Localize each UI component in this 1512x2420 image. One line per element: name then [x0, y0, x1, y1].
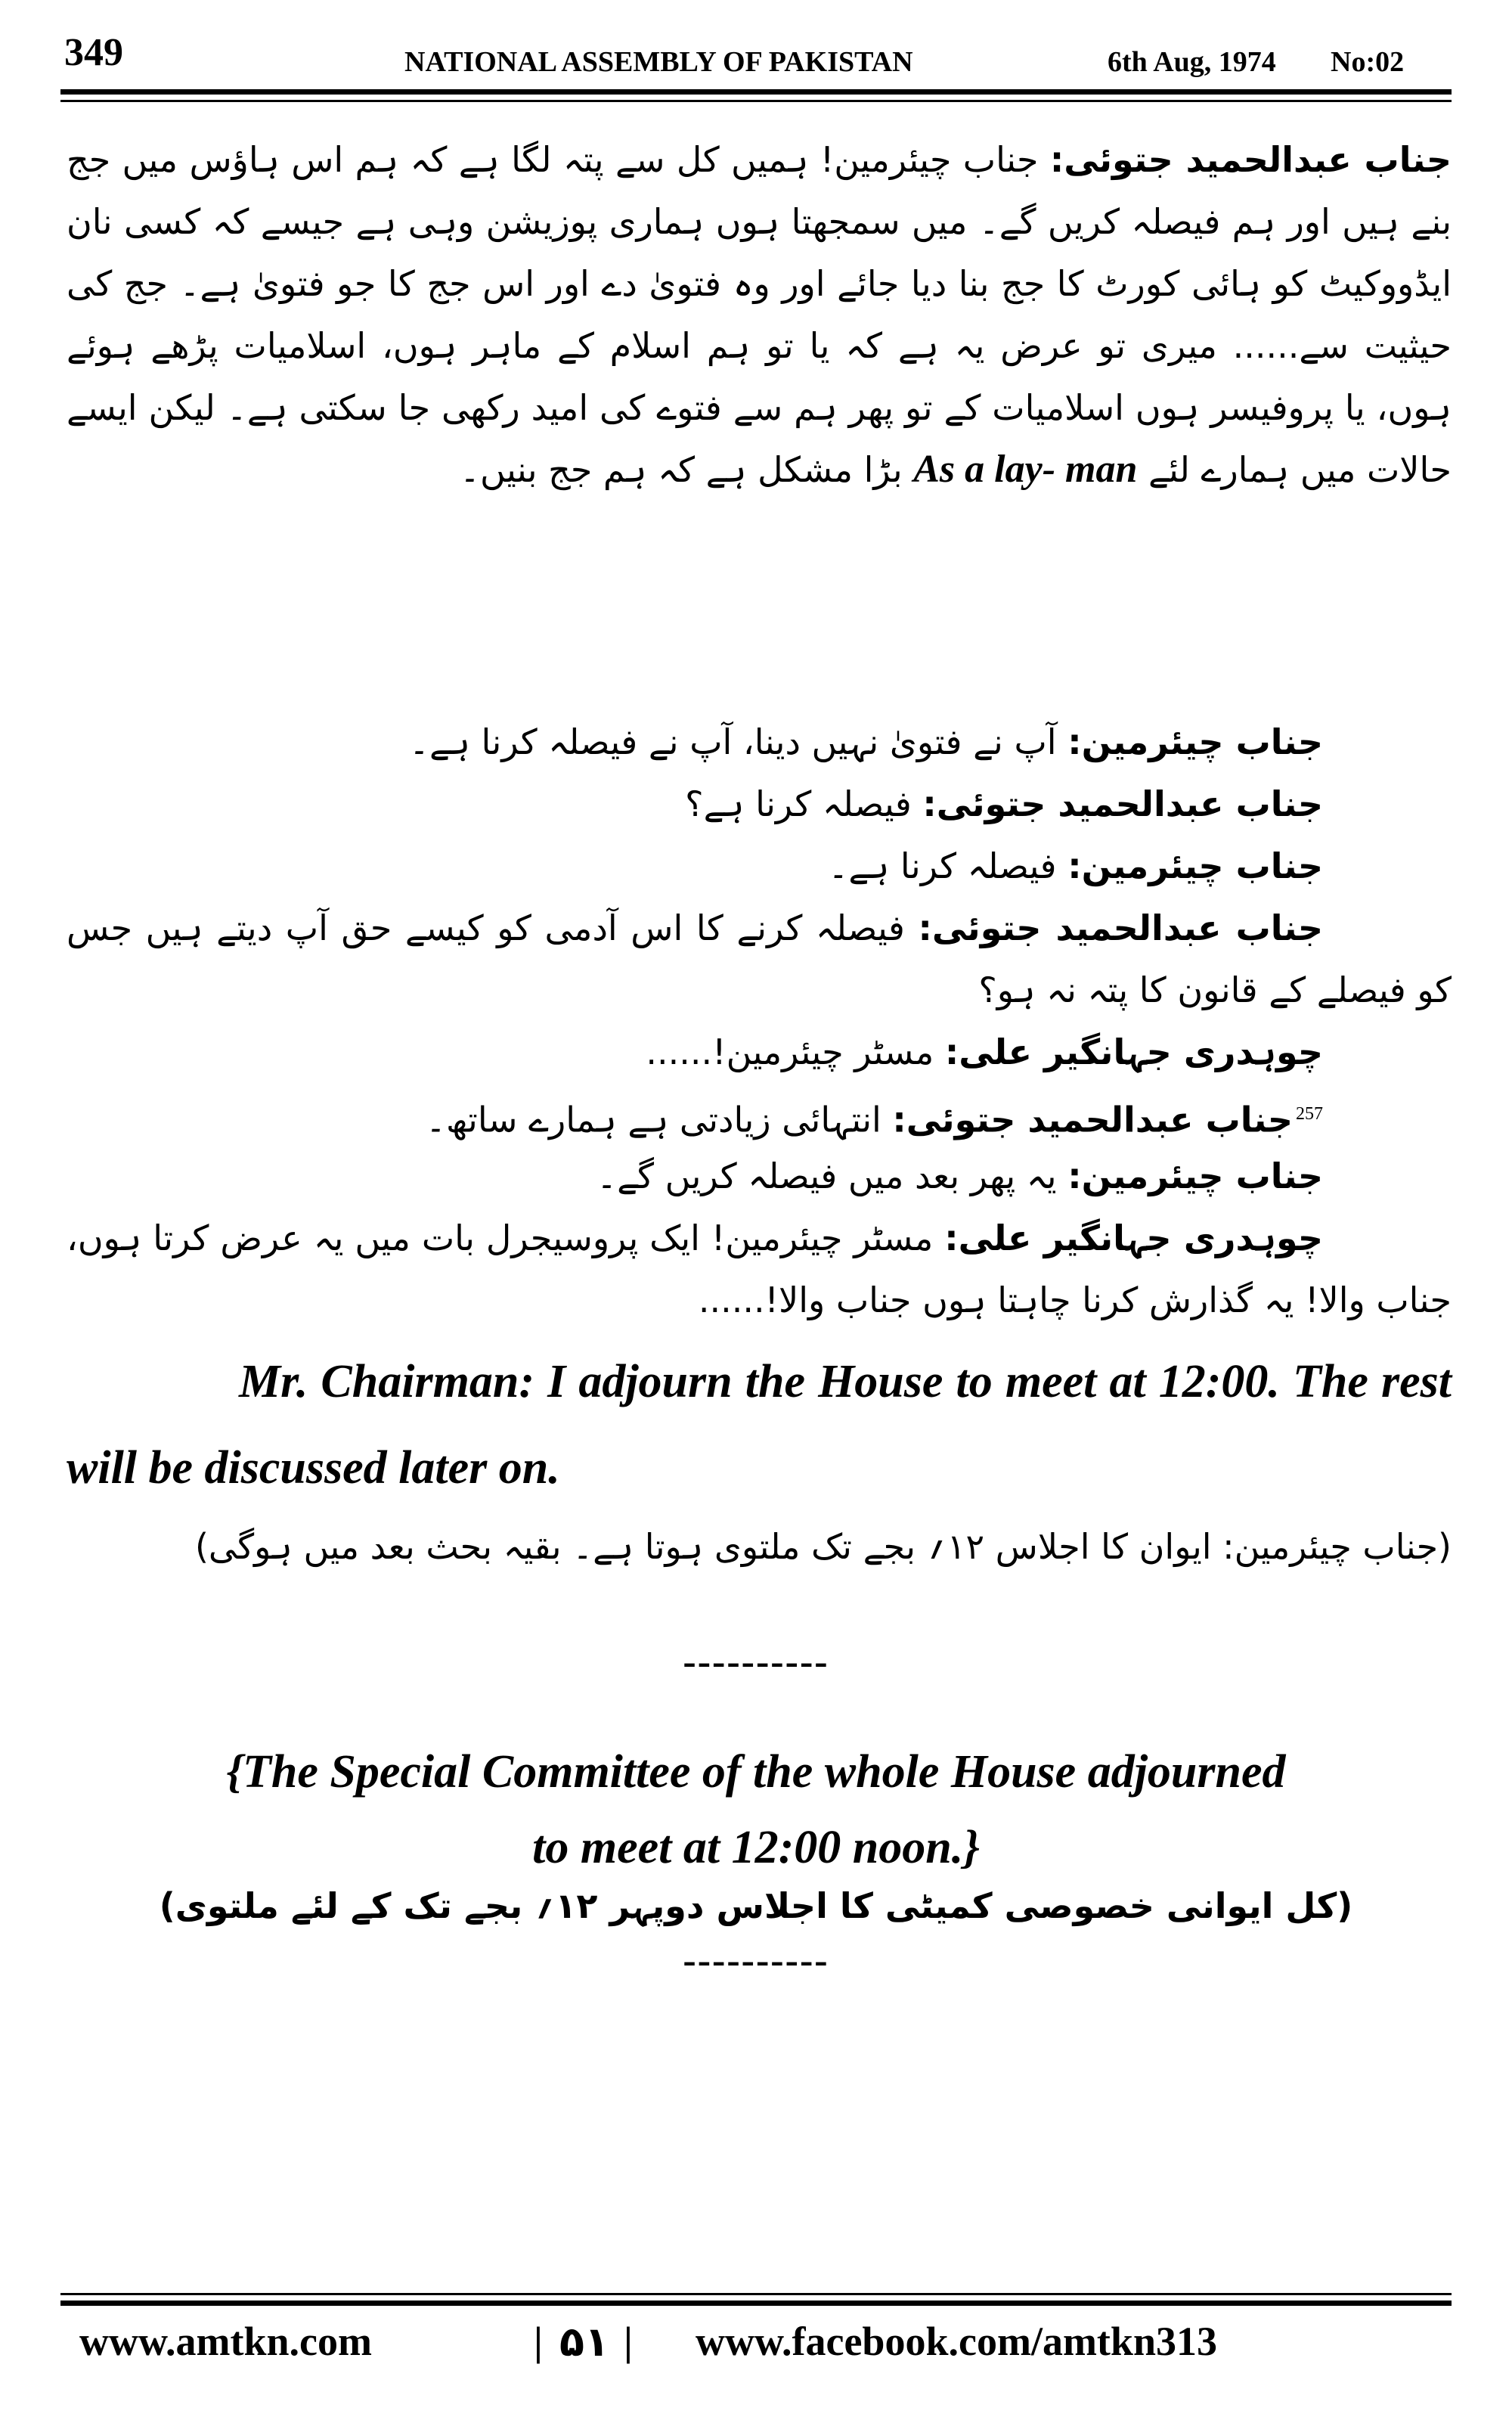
footer-separator: | — [624, 2319, 633, 2364]
english-text: I adjourn the House to meet at 12:00. The rest will be discussed later on. — [67, 1356, 1452, 1494]
page-footer — [60, 2318, 1452, 2378]
english-speaker: Mr. Chairman: — [239, 1356, 534, 1407]
speech-text: فیصلہ کرنا ہے۔ — [828, 845, 1057, 886]
website-link[interactable]: www.amtkn.com — [79, 2319, 372, 2364]
adjournment-notice-urdu: (کل ایوانی خصوصی کمیٹی کا اجلاس دوپہر ۱۲؍ بجے تک کے لئے ملتوی) — [159, 1885, 1353, 1926]
urdu-translation-paragraph — [67, 1516, 1452, 1578]
speaker-name: جناب چیئرمین: — [1067, 1156, 1323, 1196]
speech-text: جناب چیئرمین! ہمیں کل سے پتہ لگا ہے کہ ہم اس ہاؤس میں جج بنے ہیں اور ہم فیصلہ کریں گے۔ میں سمجھتا ہوں ہماری پوزیشن وہی ہے جیسے کہ کسی نان ایڈووکیٹ کو ہائی کورٹ کا جج بنا دیا جائے اور وہ فتویٰ دے اور اس جج کا جو فتویٰ ہے۔ جج کی حیثیت سے...... میری تو عرض یہ ہے کہ یا تو ہم اسلام کے ماہر ہوں، اسلامیات پڑھے ہوئے ہوں، یا پروفیسر ہوں اسلامیات کے تو پھر ہم سے فتوے کی امید رکھی جا سکتی ہے۔ لیکن ایسے حالات میں ہمارے لئے — [67, 139, 1452, 490]
speech-text: آپ نے فتویٰ نہیں دینا، آپ نے فیصلہ کرنا ہے۔ — [409, 721, 1057, 762]
page-number: 349 — [64, 31, 123, 74]
speech-text: مسٹر چیئرمین!...... — [646, 1032, 934, 1072]
speaker-name: جناب عبدالحمید جتوئی: — [1049, 139, 1452, 180]
publication-title: NATIONAL ASSEMBLY OF PAKISTAN — [404, 46, 913, 78]
speech-text: یہ پھر بعد میں فیصلہ کریں گے۔ — [596, 1156, 1057, 1196]
speech-line-7 — [426, 1083, 1323, 1150]
speaker-name: جناب چیئرمین: — [1067, 845, 1323, 886]
english-adjournment-paragraph — [67, 1339, 1452, 1511]
speech-line-8 — [596, 1145, 1323, 1207]
speaker-name: جناب عبدالحمید جتوئی: — [922, 783, 1323, 824]
footer-rule-thick — [60, 2301, 1452, 2306]
speech-text: مسٹر چیئرمین! ایک پروسیجرل بات میں یہ عرض کرتا ہوں، جناب والا! یہ گذارش کرنا چاہتا ہوں جناب والا!...... — [67, 1218, 1452, 1320]
footer-rule-thin — [60, 2293, 1452, 2295]
speech-line-4 — [828, 835, 1323, 897]
footer-separator: | — [534, 2319, 543, 2364]
speaker-name: جناب چیئرمین: — [1067, 721, 1323, 762]
speech-line-6 — [646, 1021, 1323, 1083]
header-rule-thin — [60, 100, 1452, 102]
translation-text: (جناب چیئرمین: ایوان کا اجلاس ۱۲؍ بجے تک ملتوی ہوتا ہے۔ بقیہ بحث بعد میں ہوگی) — [194, 1526, 1452, 1567]
issue-number: No:02 — [1331, 46, 1405, 78]
speech-text-end: بڑا مشکل ہے کہ ہم جج بنیں۔ — [460, 449, 903, 490]
session-date: 6th Aug, 1974 — [1108, 46, 1276, 78]
speech-paragraph-1 — [67, 129, 1452, 501]
speaker-name: جناب عبدالحمید جتوئی: — [918, 908, 1323, 948]
page-header — [60, 30, 1452, 91]
speaker-name: جناب عبدالحمید جتوئی: — [892, 1099, 1293, 1140]
speaker-name: چوہدری جہانگیر علی: — [944, 1218, 1323, 1258]
footer-page-number: ۵۱ — [559, 2318, 609, 2366]
speech-text: انتہائی زیادتی ہے ہمارے ساتھ۔ — [426, 1099, 881, 1140]
speech-paragraph-9 — [67, 1207, 1452, 1331]
speech-line-2 — [409, 711, 1323, 773]
english-phrase: As a lay- man — [913, 448, 1138, 491]
footnote-marker: 257 — [1296, 1104, 1323, 1124]
adjournment-notice-line-1: {The Special Committee of the whole House adjourned — [226, 1746, 1286, 1798]
separator-dashes-bottom: ---------- — [683, 1939, 829, 1982]
speech-text: فیصلہ کرنے کا اس آدمی کو کیسے حق آپ دیتے ہیں جس کو فیصلے کے قانون کا پتہ نہ ہو؟ — [67, 908, 1452, 1010]
speech-paragraph-5 — [67, 897, 1452, 1021]
header-rule-thick — [60, 89, 1452, 95]
speaker-name: چوہدری جہانگیر علی: — [944, 1032, 1323, 1072]
speech-text: فیصلہ کرنا ہے؟ — [685, 783, 912, 824]
adjournment-notice-line-2: to meet at 12:00 noon.} — [532, 1822, 980, 1873]
speech-line-3 — [685, 773, 1323, 835]
facebook-link[interactable]: www.facebook.com/amtkn313 — [696, 2319, 1217, 2364]
separator-dashes-top: ---------- — [683, 1640, 829, 1683]
